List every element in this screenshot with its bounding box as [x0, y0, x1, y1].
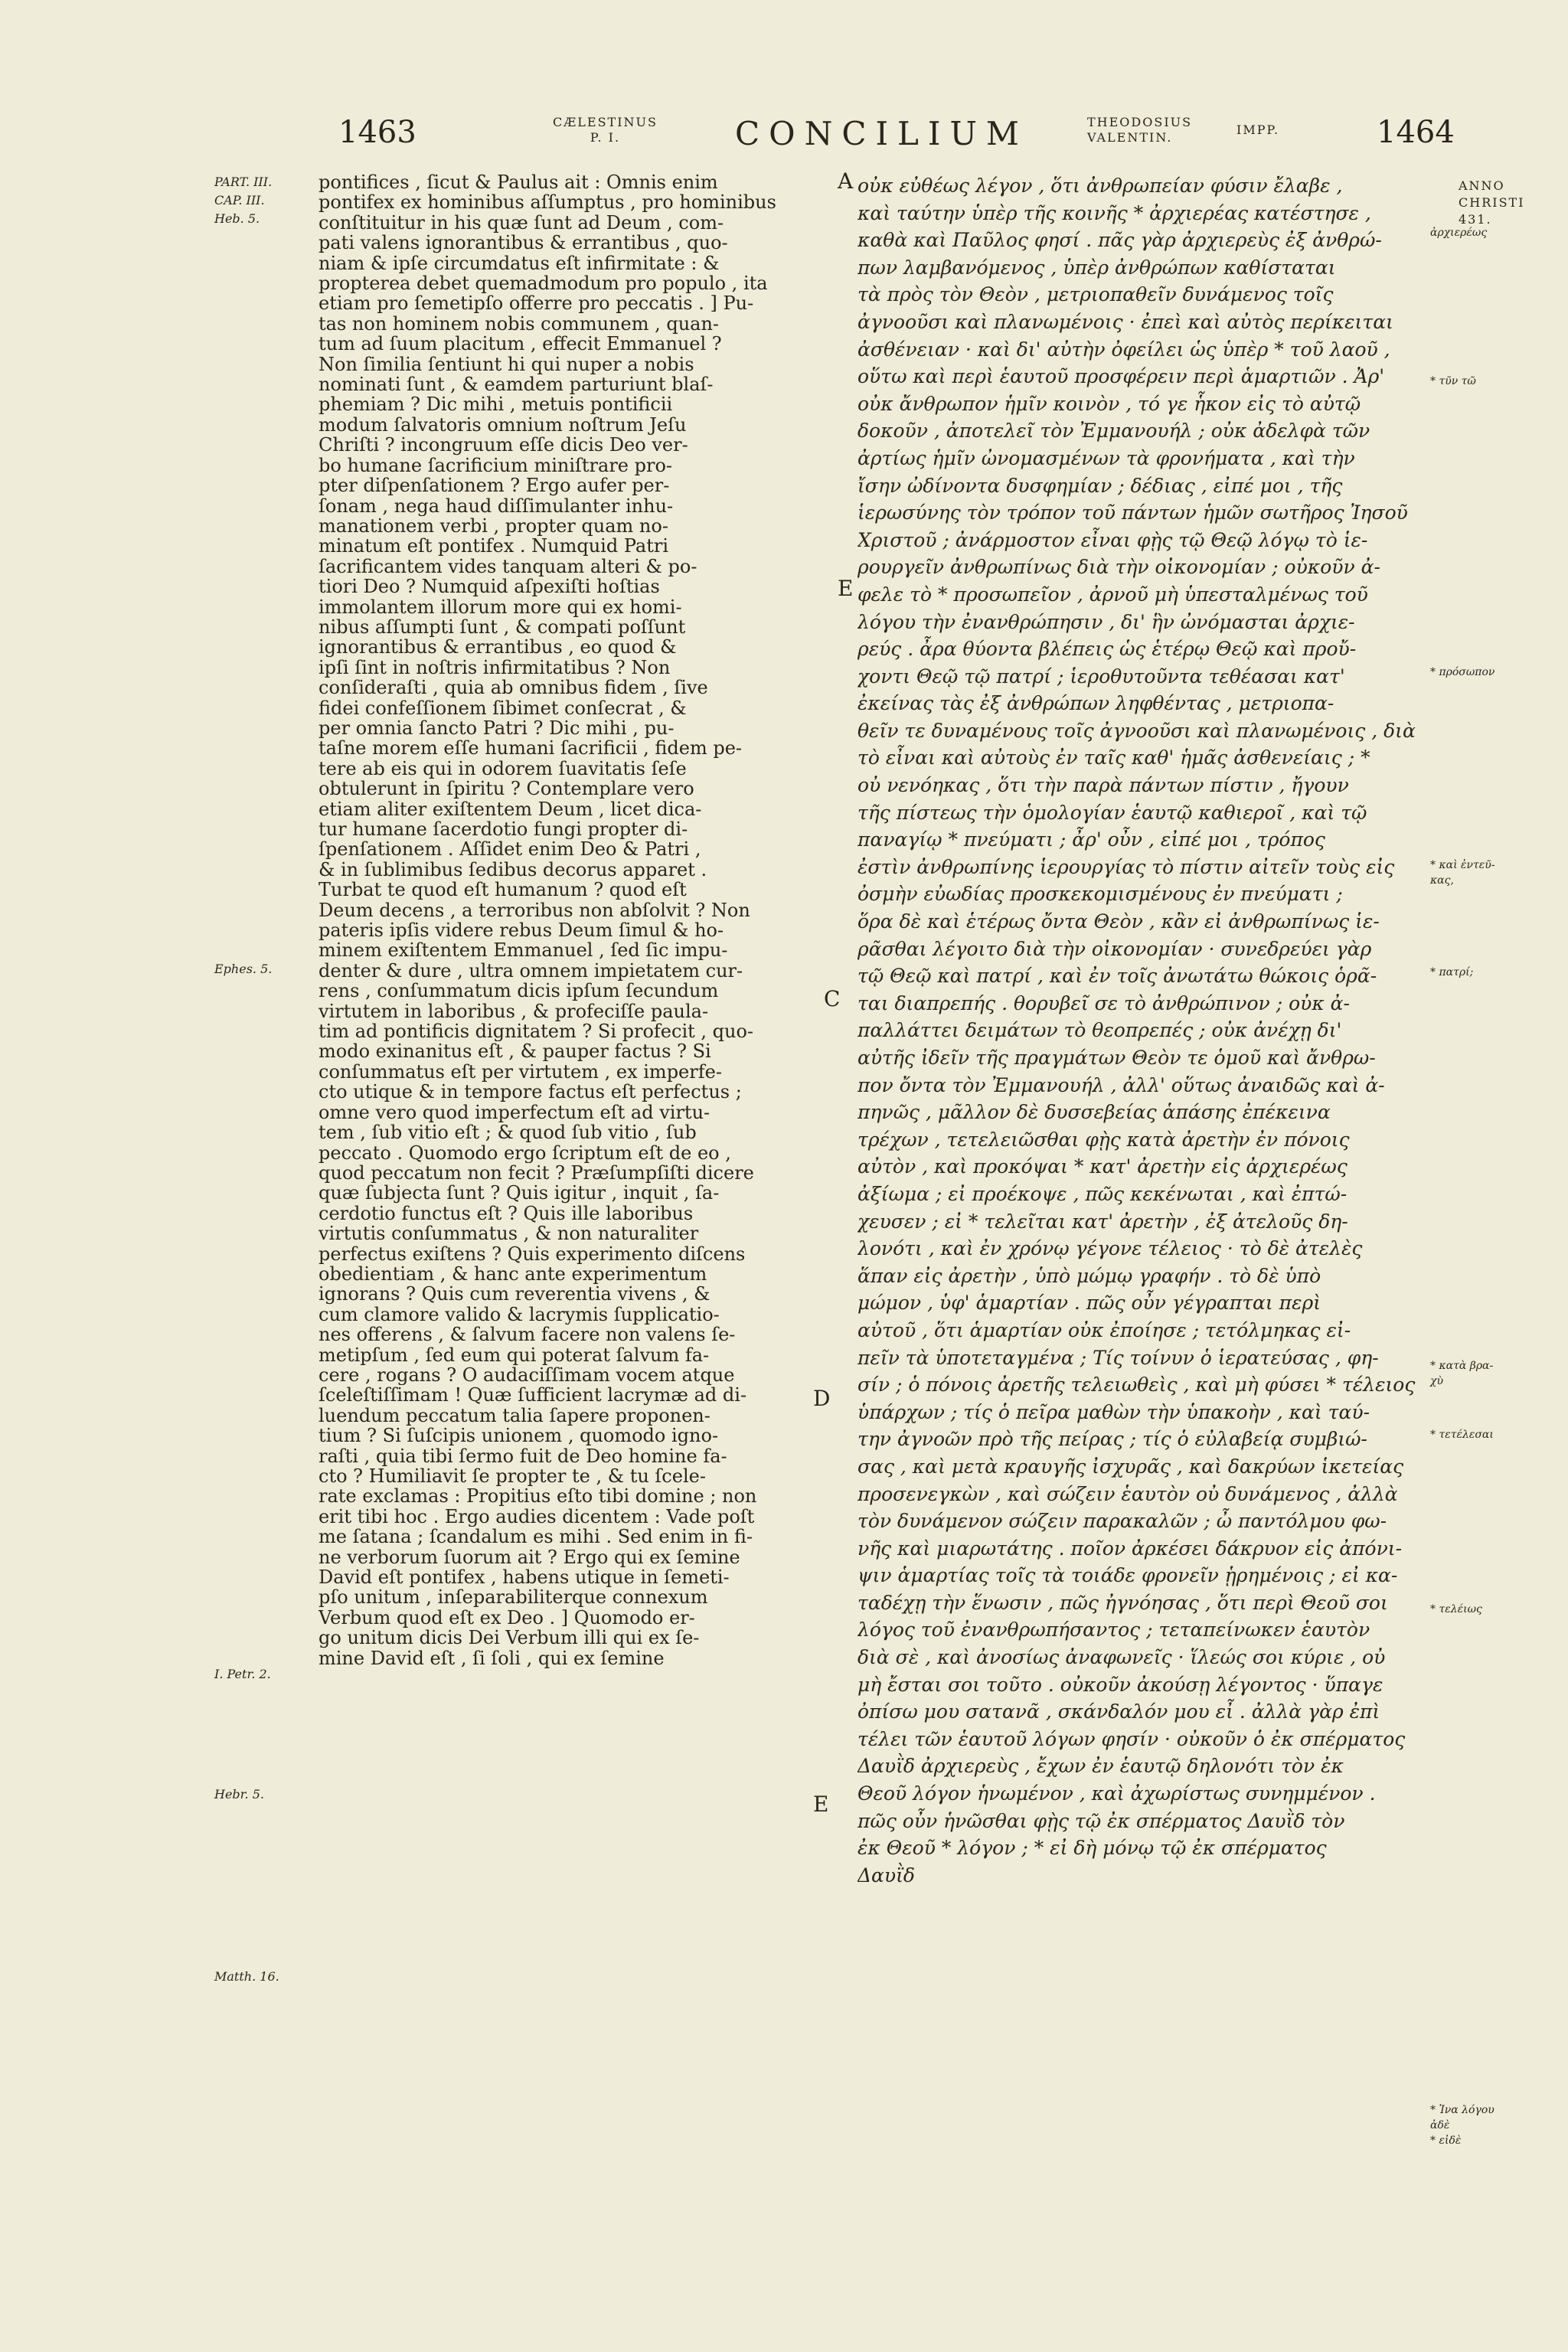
latin-line: manationem verbi , propter quam no- [318, 515, 668, 537]
greek-line: ἐκ Θεοῦ * λόγον ; * εἰ δὴ μόνῳ τῷ ἐκ σπέρματος [858, 1837, 1327, 1860]
latin-line: conſideraſti , quia ab omnibus fidem , ſive [318, 678, 708, 698]
greek-line: λόγος τοῦ ἐνανθρωπήσαντος ; τεταπείνωκεν ἑαυτὸν [858, 1619, 1370, 1642]
greek-line: την ἀγνοῶν πρὸ τῆς πείρας ; τίς ὁ εὐλαβείᾳ συμβιώ- [858, 1428, 1368, 1451]
greek-line: ταδέχῃ τὴν ἕνωσιν , πῶς ἠγνόησας , ὅτι περὶ Θεοῦ σοι [858, 1591, 1388, 1614]
latin-line: metipſum , ſed eum qui poterat ſalvum fa- [318, 1344, 710, 1365]
greek-line: ρεύς . ἆρα θύοντα βλέπεις ὡς ἑτέρῳ Θεῷ καὶ προὔ- [858, 638, 1357, 661]
greek-line: τὸν δυνάμενον σώζειν παρακαλῶν ; ὦ παντόλμου φω- [858, 1510, 1387, 1533]
latin-line: nes offerens , & ſalvum facere non valens ſe- [318, 1325, 736, 1345]
right-margin-note: ἀρχιερέως [1430, 227, 1488, 239]
latin-line: etiam aliter exiſtentem Deum , licet dica- [318, 799, 702, 819]
latin-line: me ſatana ; ſcandalum es mihi . Sed enim in fi- [318, 1527, 753, 1547]
latin-line: tiori Deo ? Numquid aſpexiſti hoſtias [318, 577, 660, 597]
greek-line: οὐ νενόηκας , ὅτι τὴν παρὰ πάντων πίστιν , ἤγουν [858, 774, 1349, 797]
right-margin-note: * πατρί; [1430, 966, 1474, 978]
latin-line: cerdotio functus eſt ? Quis ille laboribus [318, 1203, 694, 1224]
header-impp: IMPP. [1236, 122, 1280, 137]
left-margin-note: PART. III. [214, 175, 273, 189]
latin-line: fidei confeſſionem ſibimet conſecrat , & [318, 697, 687, 718]
greek-line: ρᾶσθαι λέγοιτο διὰ τὴν οἰκονομίαν · συνεδρεύει γὰρ [858, 937, 1372, 960]
latin-line: ſpenſationem . Aſſidet enim Deo & Patri , [318, 839, 701, 860]
latin-line: go unitum dicis Dei Verbum illi qui ex ſe- [318, 1628, 700, 1648]
latin-line: Chriſti ? incongruum eſſe dicis Deo ver- [318, 435, 688, 456]
latin-line: denter & dure , ultra omnem impietatem cur- [318, 960, 743, 982]
latin-line: nominati ſunt , & eamdem parturiunt blaſ- [318, 374, 714, 395]
header-emperor-2: VALENTIN. [1087, 130, 1173, 145]
left-margin-note: Matth. 16. [214, 1969, 279, 1984]
greek-line: ἐκείνας τὰς ἐξ ἀνθρώπων ληφθέντας , μετριοπα- [858, 692, 1334, 715]
greek-line: χευσεν ; εἰ * τελεῖται κατ' ἀρετὴν , ἐξ ἀτελοῦς δη- [858, 1210, 1348, 1233]
greek-line: τρέχων , τετελειῶσθαι φῂς κατὰ ἀρετὴν ἐν πόνοις [858, 1128, 1350, 1151]
greek-line: χοντι Θεῷ τῷ πατρί ; ἱεροθυτοῦντα τεθέασαι κατ' [858, 665, 1345, 688]
greek-line: λονότι , καὶ ἐν χρόνῳ γέγονε τέλειος · τὸ δὲ ἀτελὲς [858, 1237, 1363, 1260]
greek-line: προσενεγκὼν , καὶ σώζειν ἑαυτὸν οὐ δυνάμενος , ἀλλὰ [858, 1482, 1398, 1505]
latin-line: ſacrificantem vides tanquam alteri & po- [318, 556, 697, 577]
right-margin-note: * τῦν τῶ [1430, 375, 1476, 387]
section-letter: A [838, 168, 854, 194]
latin-line: Non ſimilia ſentiunt hi qui nuper a nobis [318, 354, 694, 375]
latin-line: tim ad pontificis dignitatem ? Si profecit , quo- [318, 1021, 754, 1042]
latin-line: tere ab eis qui in odorem ſuavitatis ſeſe [318, 758, 687, 779]
greek-line: αὐτοῦ , ὅτι ἁμαρτίαν οὐκ ἐποίησε ; τετόλμηκας εἰ- [858, 1318, 1351, 1341]
latin-line: phemiam ? Dic mihi , metuis pontificii [318, 394, 673, 415]
latin-line: ignorantibus & errantibus , eo quod & [318, 637, 677, 658]
latin-line: tur humane ſacerdotio fungi propter di- [318, 819, 688, 840]
latin-line: conſtituitur in his quæ ſunt ad Deum , com- [318, 212, 724, 234]
greek-line: θεῖν τε δυναμένους τοῖς ἀγνοοῦσι καὶ πλανωμένοις , διὰ [858, 719, 1416, 742]
latin-line: pontifex ex hominibus aſſumptus , pro hominibus [318, 192, 776, 213]
greek-line: παλλάττει δειμάτων τὸ θεοπρεπές ; οὐκ ἀνέχῃ δι' [858, 1019, 1342, 1042]
latin-line: Verbum quod eſt ex Deo . ] Quomodo er- [318, 1607, 695, 1628]
latin-line: pateris ipſis videre rebus Deum ſimul & ho- [318, 920, 724, 941]
latin-line: propterea debet quemadmodum pro populo , ita [318, 273, 768, 294]
latin-line: cere , rogans ? O audaciſſimam vocem atque [318, 1364, 735, 1386]
year-note [1459, 178, 1525, 228]
right-page-number: 1464 [1377, 115, 1455, 150]
greek-line: πηνῶς , μᾶλλον δὲ δυσσεβείας ἁπάσης ἐπέκεινα [858, 1101, 1331, 1124]
latin-line: pati valens ignorantibus & errantibus , quo- [318, 233, 728, 253]
header-emperor-1: THEODOSIUS [1087, 115, 1193, 129]
latin-line: ſceleſtiſſimam ! Quæ ſufficient lacrymæ ad di- [318, 1385, 747, 1406]
greek-line: τὰ πρὸς τὸν Θεὸν , μετριοπαθεῖν δυνάμενος τοῖς [858, 283, 1334, 306]
latin-column [318, 172, 831, 2194]
right-margin-note: * τελέιως [1430, 1603, 1482, 1615]
latin-line: obedientiam , & hanc ante experimentum [318, 1263, 707, 1285]
greek-line: ἴσην ὠδίνοντα δυσφημίαν ; δέδιας , εἰπέ μοι , τῆς [858, 474, 1343, 497]
latin-line: quod peccatum non fecit ? Præſumpſiſti dicere [318, 1162, 754, 1184]
greek-line: Δαυῒδ [858, 1864, 915, 1886]
latin-line: cto ? Humiliavit ſe propter te , & tu ſcele- [318, 1466, 706, 1487]
greek-line: ἀσθένειαν · καὶ δι' αὐτὴν ὀφείλει ὡς ὑπὲρ * τοῦ λαοῦ , [858, 338, 1390, 361]
latin-line: tem , ſub vitio eſt ; & quod ſub vitio , ſub [318, 1122, 697, 1143]
right-margin-note: ἀδὲ [1430, 2119, 1450, 2132]
latin-line: tum ad ſuum placitum , effecit Emmanuel ? [318, 334, 722, 354]
greek-line: οὕτω καὶ περὶ ἑαυτοῦ προσφέρειν περὶ ἁμαρτιῶν . Ἀρ' [858, 365, 1385, 388]
greek-line: δοκοῦν , ἀποτελεῖ τὸν Ἐμμανουήλ ; οὐκ ἀδελφὰ τῶν [858, 420, 1370, 443]
section-letter: E [813, 1792, 829, 1817]
greek-line: ὑπάρχων ; τίς ὁ πεῖρα μαθὼν τὴν ὑπακοὴν , καὶ ταύ- [858, 1400, 1370, 1423]
greek-line: σας , καὶ μετὰ κραυγῆς ἰσχυρᾶς , καὶ δακρύων ἱκετείας [858, 1455, 1404, 1478]
latin-line: perfectus exiſtens ? Quis experimento diſcens [318, 1243, 746, 1264]
left-margin-note: CAP. III. [214, 193, 265, 207]
greek-line: τῆς πίστεως τὴν ὁμολογίαν ἑαυτῷ καθιεροῖ , καὶ τῷ [858, 801, 1367, 824]
latin-line: conſummatus eſt per virtutem , ex imperfe- [318, 1061, 722, 1083]
section-letter: C [824, 986, 841, 1011]
latin-line: minem exiſtentem Emmanuel , ſed ſic impu- [318, 940, 728, 961]
latin-line: cum clamore valido & lacrymis ſupplicatio- [318, 1304, 720, 1325]
greek-line: τὸ εἶναι καὶ αὐτοὺς ἐν ταῖς καθ' ἡμᾶς ἀσθενείαις ; * [858, 746, 1370, 769]
greek-line: μώμον , ὑφ' ἁμαρτίαν . πῶς οὖν γέγραπται περὶ [858, 1292, 1321, 1315]
left-margin-note: I. Petr. 2. [214, 1667, 271, 1681]
latin-line: minatum eſt pontifex . Numquid Patri [318, 536, 669, 557]
latin-line: immolantem illorum more qui ex homi- [318, 596, 682, 617]
year-note-anno: ANNO [1459, 178, 1505, 193]
running-title: CONCILIUM [735, 115, 1028, 152]
left-margin-note: Hebr. 5. [214, 1787, 264, 1802]
latin-line: rate exclamas : Propitius eſto tibi domine ; non [318, 1486, 757, 1507]
right-margin-note: * Ἰνα λόγου [1430, 2104, 1494, 2116]
greek-line: Δαυῒδ ἀρχιερεὺς , ἔχων ἐν ἑαυτῷ δηλονότι τὸν ἐκ [858, 1755, 1344, 1778]
latin-line: omne vero quod imperfectum eſt ad virtu- [318, 1102, 710, 1123]
greek-line: ὀπίσω μου σατανᾶ , σκάνδαλόν μου εἶ . ἀλλὰ γὰρ ἐπὶ [858, 1700, 1380, 1723]
right-margin-note: * τετέλεσαι [1430, 1429, 1494, 1441]
right-margin-note: * πρόσωπον [1430, 666, 1495, 678]
latin-line: bo humane ſacrificium miniſtrare pro- [318, 455, 673, 476]
latin-line: ne verborum ſuorum ait ? Ergo qui ex ſemine [318, 1547, 740, 1568]
greek-line: φελε τὸ * προσωπεῖον , ἀρνοῦ μὴ ὑπεσταλμένως τοῦ [858, 583, 1368, 606]
latin-line: David eſt pontifex , habens utique in ſemeti- [318, 1567, 730, 1588]
latin-line: raſti , quia tibi ſermo fuit de Deo homine fa- [318, 1446, 727, 1466]
latin-line: mine David eſt , ſi ſoli , qui ex ſemine [318, 1648, 665, 1669]
latin-line: peccato . Quomodo ergo ſcriptum eſt de eo , [318, 1142, 731, 1163]
greek-line: καθὰ καὶ Παῦλος φησί . πᾶς γὰρ ἀρχιερεὺς ἐξ ἀνθρώ- [858, 229, 1382, 252]
right-margin-note: κας, [1430, 874, 1454, 887]
greek-line: πῶς οὖν ἡνῶσθαι φῂς τῷ ἐκ σπέρματος Δαυῒδ τὸν [858, 1809, 1345, 1832]
greek-line: σίν ; ὁ πόνοις ἀρετῆς τελειωθεὶς , καὶ μὴ φύσει * τέλειος [858, 1374, 1416, 1396]
greek-line: πον ὄντα τὸν Ἐμμανουήλ , ἀλλ' οὕτως ἀναιδῶς καὶ ἀ- [858, 1073, 1385, 1096]
latin-line: tas non hominem nobis communem , quan- [318, 313, 720, 335]
latin-line: cto utique & in tempore factus eſt perfectus ; [318, 1082, 742, 1102]
latin-line: taſne morem eſſe humani ſacrificii , fidem pe- [318, 738, 743, 759]
greek-line: ψιν ἁμαρτίας τοῖς τὰ τοιάδε φρονεῖν ᾑρημένοις ; εἰ κα- [858, 1564, 1398, 1587]
latin-line: Deum decens , a terroribus non abſolvit ? Non [318, 900, 750, 921]
latin-line: niam & ipſe circumdatus eſt infirmitate : & [318, 253, 720, 274]
greek-line: πων λαμβανόμενος , ὑπὲρ ἀνθρώπων καθίσταται [858, 256, 1336, 279]
greek-line: ἐστὶν ἀνθρωπίνης ἱερουργίας τὸ πίστιν αἰτεῖν τοὺς εἰς [858, 855, 1395, 878]
greek-line: νῆς καὶ μιαρωτάτης . ποῖον ἀρκέσει δάκρυον εἰς ἀπόνι- [858, 1537, 1403, 1560]
latin-line: & in ſublimibus ſedibus decorus apparet . [318, 859, 707, 880]
latin-line: per omnia ſancto Patri ? Dic mihi , pu- [318, 717, 675, 739]
greek-line: ται διαπρεπής . θορυβεῖ σε τὸ ἀνθρώπινον ; οὐκ ἀ- [858, 991, 1350, 1014]
latin-line: pter diſpenſationem ? Ergo aufer per- [318, 475, 670, 496]
greek-line: ἀξίωμα ; εἰ προέκοψε , πῶς κεκένωται , καὶ ἐπτώ- [858, 1182, 1348, 1205]
year-note-christi: CHRISTI [1459, 195, 1525, 210]
latin-line: virtutem in laboribus , & profeciſſe paula- [318, 1001, 709, 1022]
greek-line: τέλει τῶν ἑαυτοῦ λόγων φησίν · οὐκοῦν ὁ ἐκ σπέρματος [858, 1727, 1406, 1750]
greek-column [858, 172, 1424, 2194]
year-note-year: 431. [1459, 212, 1492, 227]
greek-line: ὅρα δὲ καὶ ἑτέρως ὄντα Θεὸν , κἂν εἰ ἀνθρωπίνως ἱε- [858, 910, 1380, 933]
greek-line: αὐτῆς ἰδεῖν τῆς πραγμάτων Θεὸν τε ὁμοῦ καὶ ἄνθρω- [858, 1047, 1376, 1069]
greek-line: Χριστοῦ ; ἀνάρμοστον εἶναι φῂς τῷ Θεῷ λόγῳ τὸ ἱε- [858, 528, 1368, 551]
header-pope-number: P. I. [590, 130, 621, 145]
greek-line: διὰ σὲ , καὶ ἀνοσίως ἀναφωνεῖς · ἵλεώς σοι κύριε , οὐ [858, 1646, 1386, 1669]
greek-line: ἀρτίως ἡμῖν ὠνομασμένων τὰ φρονήματα , καὶ τὴν [858, 446, 1355, 469]
greek-line: ρουργεῖν ἀνθρωπίνως διὰ τὴν οἰκονομίαν ; οὐκοῦν ἀ- [858, 556, 1380, 579]
header-pope [553, 115, 658, 145]
right-margin-note: χὺ [1430, 1375, 1443, 1387]
greek-line: καὶ ταύτην ὑπὲρ τῆς κοινῆς * ἀρχιερέας κατέστησε , [858, 201, 1371, 224]
latin-line: modo exinanitus eſt , & pauper factus ? Si [318, 1041, 711, 1062]
latin-line: ſonam , nega haud diſſimulanter inhu- [318, 495, 674, 516]
latin-line: etiam pro ſemetipſo offerre pro peccatis . ] Pu- [318, 293, 754, 314]
section-letter: E [838, 576, 854, 601]
right-margin-note: * εἰδὲ [1430, 2135, 1462, 2147]
header-pope-name: CÆLESTINUS [553, 115, 658, 129]
greek-line: αὐτὸν , καὶ προκόψαι * κατ' ἀρετὴν εἰς ἀρχιερέως [858, 1155, 1348, 1178]
latin-line: modum ſalvatoris omnium noſtrum Jeſu [318, 414, 687, 436]
greek-line: μὴ ἔσται σοι τοῦτο . οὐκοῦν ἀκούσῃ λέγοντος · ὕπαγε [858, 1673, 1383, 1696]
greek-line: ἀγνοοῦσι καὶ πλανωμένοις · ἐπεὶ καὶ αὐτὸς περίκειται [858, 310, 1393, 333]
left-margin-note: Ephes. 5. [214, 962, 273, 976]
right-margin-note: * κατὰ βρα- [1430, 1360, 1494, 1372]
latin-line: quæ ſubjecta ſunt ? Quis igitur , inquit , ſa- [318, 1183, 720, 1204]
header-emperors [1087, 115, 1192, 145]
latin-line: obtulerunt in ſpiritu ? Contemplare vero [318, 779, 694, 799]
latin-line: nibus aſſumpti ſunt , & compati poſſunt [318, 616, 686, 638]
latin-line: virtutis conſummatus , & non naturaliter [318, 1223, 699, 1244]
latin-line: tium ? Si ſuſcipis unionem , quomodo igno- [318, 1426, 719, 1446]
greek-line: τῷ Θεῷ καὶ πατρί , καὶ ἐν τοῖς ἀνωτάτω θώκοις ὁρᾶ- [858, 965, 1377, 988]
latin-line: luendum peccatum talia ſapere proponen- [318, 1405, 710, 1426]
right-margin-note: * καὶ ἐντεῦ- [1430, 859, 1495, 871]
greek-line: πεῖν τὰ ὑποτεταγμένα ; Τίς τοίνυν ὁ ἱερατεύσας , φη- [858, 1346, 1379, 1369]
left-page-number: 1463 [338, 115, 416, 150]
section-letter: D [813, 1386, 831, 1411]
latin-line: Turbat te quod eſt humanum ? quod eſt [318, 880, 687, 900]
greek-line: ὀσμὴν εὐωδίας προσκεκομισμένους ἐν πνεύματι ; [858, 883, 1343, 906]
latin-line: pontifices , ſicut & Paulus ait : Omnis enim [318, 172, 718, 193]
greek-line: παναγίῳ * πνεύματι ; ἆρ' οὖν , εἰπέ μοι , τρόπος [858, 828, 1325, 851]
greek-line: οὐκ εὐθέως λέγον , ὅτι ἀνθρωπείαν φύσιν ἔλαβε , [858, 175, 1343, 197]
greek-line: Θεοῦ λόγον ἡνωμένον , καὶ ἀχωρίστως συνημμένον . [858, 1782, 1376, 1805]
left-margin-note: Heb. 5. [214, 211, 260, 226]
greek-line: οὐκ ἄνθρωπον ἡμῖν κοινὸν , τό γε ἧκον εἰς τὸ αὐτῷ [858, 392, 1361, 415]
greek-line: λόγου τὴν ἐνανθρώπησιν , δι' ἣν ὠνόμασται ἀρχιε- [858, 610, 1355, 633]
latin-line: ignorans ? Quis cum reverentia vivens , & [318, 1284, 710, 1305]
latin-line: pſo unitum , inſeparabiliterque connexum [318, 1587, 708, 1608]
latin-line: ipſi ſint in noſtris infirmitatibus ? Non [318, 657, 671, 678]
latin-line: erit tibi hoc . Ergo audies dicentem : Vade poſt [318, 1506, 755, 1527]
greek-line: ἱερωσύνης τὸν τρόπον τοῦ πάντων ἡμῶν σωτῆρος Ἰησοῦ [858, 501, 1408, 524]
latin-line: rens , conſummatum dicis ipſum ſecundum [318, 981, 719, 1001]
greek-line: ἅπαν εἰς ἀρετὴν , ὑπὸ μώμῳ γραφήν . τὸ δὲ ὑπὸ [858, 1264, 1321, 1287]
